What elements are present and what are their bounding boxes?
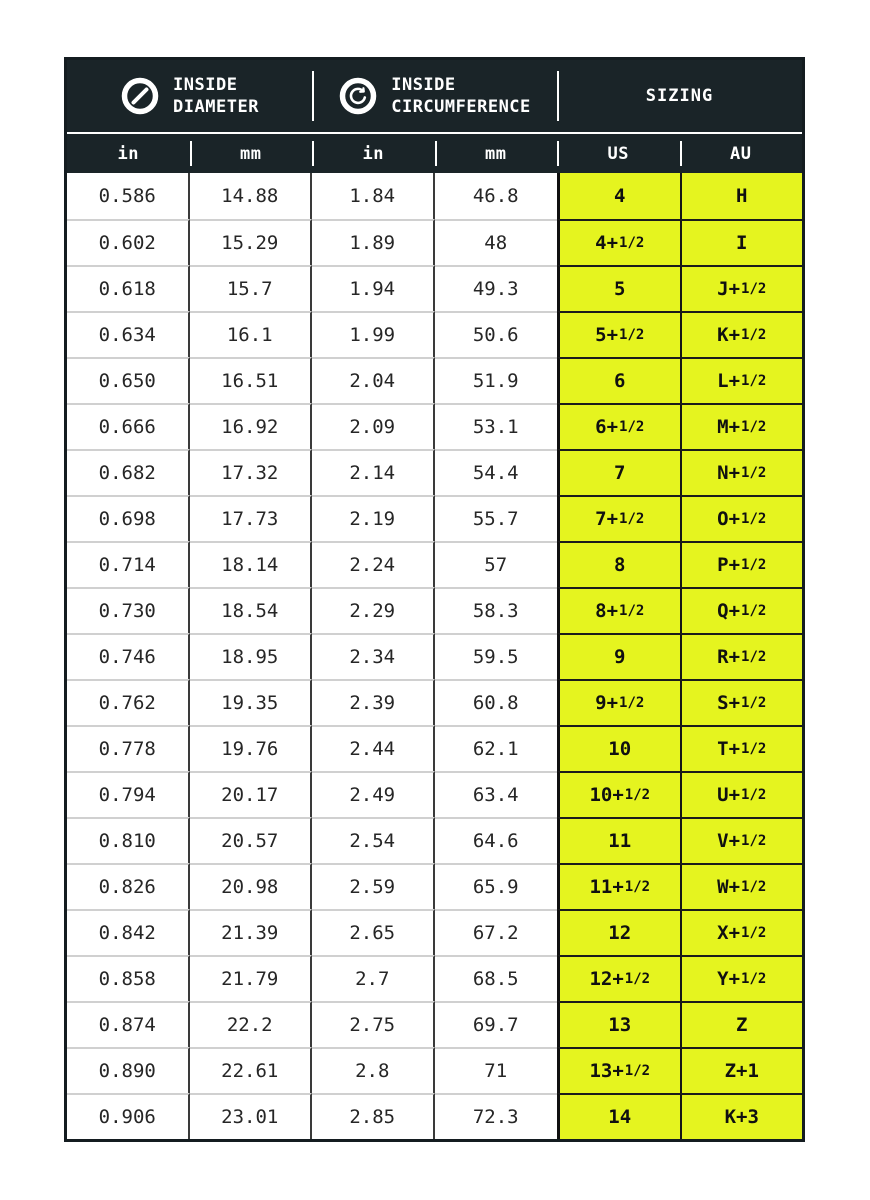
cell-size-au: Z+1 — [680, 1047, 803, 1093]
cell-circumference-mm: 53.1 — [435, 403, 558, 449]
cell-circumference-in: 2.34 — [312, 633, 435, 679]
cell-circumference-mm: 63.4 — [435, 771, 558, 817]
column-header-au: AU — [680, 134, 803, 173]
cell-circumference-in: 2.85 — [312, 1093, 435, 1139]
cell-size-us: 11+ 1/2 — [557, 863, 680, 909]
cell-diameter-in: 0.730 — [67, 587, 190, 633]
cell-diameter-in: 0.682 — [67, 449, 190, 495]
cell-diameter-in: 0.746 — [67, 633, 190, 679]
cell-size-us: 10+ 1/2 — [557, 771, 680, 817]
cell-size-au: Y+ 1/2 — [680, 955, 803, 1001]
cell-circumference-in: 2.24 — [312, 541, 435, 587]
cell-circumference-mm: 54.4 — [435, 449, 558, 495]
cell-size-au: O+ 1/2 — [680, 495, 803, 541]
cell-size-us: 7+ 1/2 — [557, 495, 680, 541]
table-row — [67, 725, 802, 771]
cell-size-us: 5 — [557, 265, 680, 311]
cell-circumference-in: 2.04 — [312, 357, 435, 403]
cell-diameter-in: 0.618 — [67, 265, 190, 311]
cell-diameter-in: 0.778 — [67, 725, 190, 771]
cell-circumference-mm: 60.8 — [435, 679, 558, 725]
cell-diameter-mm: 17.73 — [190, 495, 313, 541]
cell-size-au: S+ 1/2 — [680, 679, 803, 725]
table-row — [67, 357, 802, 403]
cell-size-us: 7 — [557, 449, 680, 495]
cell-diameter-in: 0.794 — [67, 771, 190, 817]
cell-size-us: 12 — [557, 909, 680, 955]
table-row — [67, 449, 802, 495]
cell-size-us: 12+ 1/2 — [557, 955, 680, 1001]
table-row — [67, 1047, 802, 1093]
cell-diameter-in: 0.714 — [67, 541, 190, 587]
cell-circumference-in: 1.89 — [312, 219, 435, 265]
cell-circumference-in: 2.29 — [312, 587, 435, 633]
cell-circumference-in: 2.49 — [312, 771, 435, 817]
cell-circumference-mm: 67.2 — [435, 909, 558, 955]
table-row — [67, 541, 802, 587]
cell-size-us: 11 — [557, 817, 680, 863]
cell-diameter-mm: 22.2 — [190, 1001, 313, 1047]
header-group-inside-diameter — [67, 60, 312, 132]
column-header-circumference-in: in — [312, 134, 435, 173]
cell-size-au: N+ 1/2 — [680, 449, 803, 495]
cell-diameter-in: 0.874 — [67, 1001, 190, 1047]
cell-diameter-in: 0.634 — [67, 311, 190, 357]
cell-circumference-mm: 65.9 — [435, 863, 558, 909]
cell-circumference-in: 1.84 — [312, 173, 435, 219]
cell-circumference-in: 2.44 — [312, 725, 435, 771]
table-row — [67, 495, 802, 541]
cell-size-au: R+ 1/2 — [680, 633, 803, 679]
cell-circumference-in: 2.54 — [312, 817, 435, 863]
table-row — [67, 311, 802, 357]
cell-diameter-mm: 18.54 — [190, 587, 313, 633]
column-header-us: US — [557, 134, 680, 173]
cell-circumference-mm: 58.3 — [435, 587, 558, 633]
cell-diameter-mm: 16.51 — [190, 357, 313, 403]
table-row — [67, 863, 802, 909]
cell-circumference-mm: 50.6 — [435, 311, 558, 357]
table-row — [67, 909, 802, 955]
column-header-diameter-in: in — [117, 143, 139, 164]
cell-diameter-mm: 19.76 — [190, 725, 313, 771]
cell-size-au: X+ 1/2 — [680, 909, 803, 955]
cell-size-au: J+ 1/2 — [680, 265, 803, 311]
cell-circumference-in: 2.7 — [312, 955, 435, 1001]
cell-size-au: T+ 1/2 — [680, 725, 803, 771]
cell-diameter-mm: 16.92 — [190, 403, 313, 449]
cell-diameter-mm: 20.98 — [190, 863, 313, 909]
cell-size-us: 10 — [557, 725, 680, 771]
cell-size-au: Q+ 1/2 — [680, 587, 803, 633]
cell-diameter-in: 0.810 — [67, 817, 190, 863]
cell-size-au: H — [680, 173, 803, 219]
cell-circumference-mm: 51.9 — [435, 357, 558, 403]
header-group-label — [391, 74, 531, 119]
cell-circumference-mm: 72.3 — [435, 1093, 558, 1139]
table-row — [67, 955, 802, 1001]
circumference-icon — [338, 76, 378, 116]
cell-diameter-in: 0.586 — [67, 173, 190, 219]
cell-diameter-in: 0.858 — [67, 955, 190, 1001]
cell-circumference-mm: 57 — [435, 541, 558, 587]
table-row — [67, 771, 802, 817]
ring-size-table — [64, 57, 805, 1142]
cell-size-au: L+ 1/2 — [680, 357, 803, 403]
table-row — [67, 219, 802, 265]
cell-size-us: 4 — [557, 173, 680, 219]
cell-diameter-in: 0.650 — [67, 357, 190, 403]
cell-diameter-in: 0.890 — [67, 1047, 190, 1093]
header-label-line1: INSIDE — [391, 74, 456, 95]
cell-circumference-mm: 55.7 — [435, 495, 558, 541]
cell-diameter-in: 0.602 — [67, 219, 190, 265]
cell-size-au: Z — [680, 1001, 803, 1047]
cell-circumference-mm: 62.1 — [435, 725, 558, 771]
cell-diameter-mm: 20.17 — [190, 771, 313, 817]
cell-diameter-in: 0.826 — [67, 863, 190, 909]
table-row — [67, 817, 802, 863]
column-header-diameter-mm: mm — [190, 134, 313, 173]
cell-size-us: 8+ 1/2 — [557, 587, 680, 633]
cell-circumference-mm: 49.3 — [435, 265, 558, 311]
cell-circumference-mm: 69.7 — [435, 1001, 558, 1047]
cell-circumference-mm: 71 — [435, 1047, 558, 1093]
cell-circumference-in: 2.19 — [312, 495, 435, 541]
header-group-inside-circumference — [312, 60, 557, 132]
cell-diameter-in: 0.842 — [67, 909, 190, 955]
header-label-line1: INSIDE — [173, 74, 238, 95]
cell-circumference-in: 2.14 — [312, 449, 435, 495]
table-row — [67, 265, 802, 311]
cell-circumference-in: 2.8 — [312, 1047, 435, 1093]
cell-circumference-in: 2.09 — [312, 403, 435, 449]
cell-circumference-mm: 68.5 — [435, 955, 558, 1001]
cell-size-us: 13 — [557, 1001, 680, 1047]
header-group-row — [67, 60, 802, 132]
cell-size-us: 9 — [557, 633, 680, 679]
cell-diameter-mm: 21.39 — [190, 909, 313, 955]
table-row — [67, 633, 802, 679]
cell-circumference-in: 2.75 — [312, 1001, 435, 1047]
cell-diameter-mm: 17.32 — [190, 449, 313, 495]
cell-circumference-mm: 48 — [435, 219, 558, 265]
header-label-line2: CIRCUMFERENCE — [391, 97, 531, 117]
cell-circumference-in: 2.65 — [312, 909, 435, 955]
cell-diameter-mm: 14.88 — [190, 173, 313, 219]
cell-diameter-mm: 20.57 — [190, 817, 313, 863]
cell-diameter-in: 0.698 — [67, 495, 190, 541]
header-group-label — [173, 74, 259, 119]
cell-circumference-in: 1.99 — [312, 311, 435, 357]
header-group-sizing — [557, 60, 802, 132]
table-row — [67, 173, 802, 219]
cell-size-au: U+ 1/2 — [680, 771, 803, 817]
cell-size-us: 6+ 1/2 — [557, 403, 680, 449]
cell-diameter-mm: 15.29 — [190, 219, 313, 265]
cell-size-au: I — [680, 219, 803, 265]
cell-diameter-mm: 15.7 — [190, 265, 313, 311]
cell-size-au: V+ 1/2 — [680, 817, 803, 863]
cell-diameter-in: 0.666 — [67, 403, 190, 449]
table-row — [67, 403, 802, 449]
cell-circumference-mm: 64.6 — [435, 817, 558, 863]
cell-size-us: 14 — [557, 1093, 680, 1139]
cell-diameter-mm: 19.35 — [190, 679, 313, 725]
diameter-icon — [120, 76, 160, 116]
cell-diameter-mm: 18.14 — [190, 541, 313, 587]
cell-diameter-mm: 16.1 — [190, 311, 313, 357]
header-label-line2: DIAMETER — [173, 97, 259, 117]
cell-size-us: 5+ 1/2 — [557, 311, 680, 357]
cell-size-au: M+ 1/2 — [680, 403, 803, 449]
table-row — [67, 587, 802, 633]
table-header — [67, 60, 802, 173]
cell-size-au: K+3 — [680, 1093, 803, 1139]
column-header-circumference-mm: mm — [435, 134, 558, 173]
table-row — [67, 1001, 802, 1047]
cell-size-us: 4+ 1/2 — [557, 219, 680, 265]
cell-diameter-mm: 18.95 — [190, 633, 313, 679]
cell-size-us: 8 — [557, 541, 680, 587]
cell-circumference-in: 2.59 — [312, 863, 435, 909]
header-group-label: SIZING — [645, 86, 714, 106]
table-body — [67, 173, 802, 1139]
cell-circumference-mm: 59.5 — [435, 633, 558, 679]
cell-diameter-in: 0.762 — [67, 679, 190, 725]
cell-diameter-in: 0.906 — [67, 1093, 190, 1139]
cell-size-au: K+ 1/2 — [680, 311, 803, 357]
cell-diameter-mm: 21.79 — [190, 955, 313, 1001]
cell-size-au: W+ 1/2 — [680, 863, 803, 909]
cell-size-us: 13+ 1/2 — [557, 1047, 680, 1093]
table-row — [67, 679, 802, 725]
cell-diameter-mm: 23.01 — [190, 1093, 313, 1139]
cell-size-au: P+ 1/2 — [680, 541, 803, 587]
cell-size-us: 9+ 1/2 — [557, 679, 680, 725]
cell-circumference-in: 1.94 — [312, 265, 435, 311]
column-header-row — [67, 134, 802, 173]
table-row — [67, 1093, 802, 1139]
cell-size-us: 6 — [557, 357, 680, 403]
cell-diameter-mm: 22.61 — [190, 1047, 313, 1093]
cell-circumference-in: 2.39 — [312, 679, 435, 725]
cell-circumference-mm: 46.8 — [435, 173, 558, 219]
